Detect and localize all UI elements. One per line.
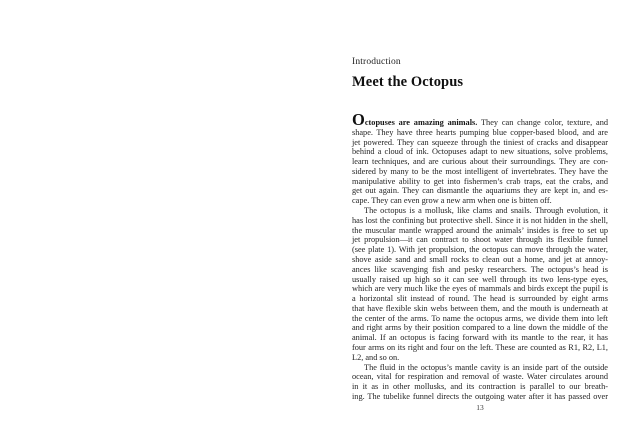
text-line: a horizontal slit instead of round. The head is surrounded by eight arms: [352, 294, 608, 304]
text-line: The octopus is a mollusk, like clams and snails. Through evolution, it: [364, 206, 608, 216]
right-page: [320, 0, 640, 443]
text-line: jet powered. They can squeeze through the tiniest of cracks and disappear: [352, 137, 608, 147]
text-line: sidered by many to be the most intelligent of invertebrates. They have the: [352, 166, 608, 176]
text-line: the muscular mantle wrapped around the animals’ insides is free to set up: [352, 225, 608, 235]
text-line: and right arms by their position compared to a line down the middle of the: [352, 323, 608, 333]
text-line: L2, and so on.: [352, 352, 400, 362]
text-line: Octopuses are amazing animals. They can change color, texture, and: [352, 110, 608, 129]
page-number: 13: [476, 403, 484, 412]
bold-lead-in: ctopuses are amazing animals.: [364, 118, 478, 127]
text-line: four arms on its right and four on the left. These are counted as R1, R2, L1,: [352, 342, 608, 352]
text-line: shape. They have three hearts pumping blue copper-based blood, and are: [352, 127, 608, 137]
raised-initial-cap: O: [352, 110, 365, 129]
text-line: The fluid in the octopus’s mantle cavity is an inside part of the outside: [364, 362, 608, 372]
text-line: in it as in other mollusks, and its contraction is parallel to our breath-: [352, 382, 608, 392]
body-text: [352, 110, 608, 402]
text-line: which are very much like the eyes of mammals and birds except the pupil is: [352, 284, 608, 294]
text-line: behind a cloud of ink. Octopuses adapt to new situations, solve problems,: [352, 147, 608, 157]
text-line: (see plate 1). With jet propulsion, the octopus can move through the water,: [352, 245, 608, 255]
text-line: learn techniques, and are curious about their surroundings. They are con-: [352, 157, 608, 167]
text-line: animal. If an octopus is facing forward with its mantle to the rear, it has: [352, 333, 608, 343]
text-line: has lost the confining but protective shell. Since it is not hidden in the shell,: [352, 215, 608, 225]
text-line: ing. The tubelike funnel directs the outgoing water after it has passed over: [352, 391, 608, 401]
text-line: ocean, vital for respiration and removal of waste. Water circulates around: [352, 372, 608, 382]
text-line: get out again. They can dismantle the aquariums they are kept in, and es-: [352, 186, 608, 196]
chapter-title: Meet the Octopus: [352, 73, 464, 90]
text-line: ances like scavenging fish and pesky researchers. The octopus’s head is: [352, 264, 608, 274]
chapter-kicker: Introduction: [352, 57, 401, 67]
text-line: cape. They can even grow a new arm when one is bitten off.: [352, 196, 552, 206]
text-line: the center of the arms. To name the octopus arms, we divide them into left: [352, 313, 608, 323]
text-line: manipulative ability to get into fishermen’s crab traps, eat the crabs, and: [352, 176, 608, 186]
text-line: shove aside sand and small rocks to clean out a home, and jet at annoy-: [352, 254, 608, 264]
text-line: usually raised up high so it can see well through its two lens-type eyes,: [352, 274, 608, 284]
text-line: jet propulsion—it can contract to shoot water through its flexible funnel: [352, 235, 608, 245]
text-line: that have flexible skin webs between them, and the mouth is underneath at: [352, 303, 608, 313]
